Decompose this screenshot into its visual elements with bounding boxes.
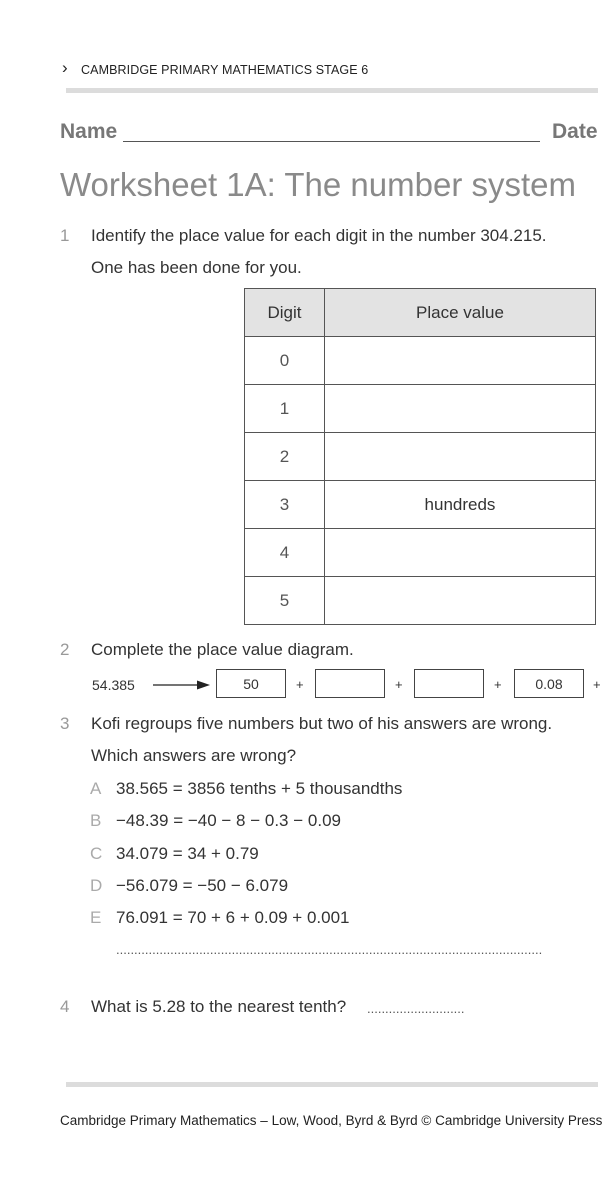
digit-cell: 4 xyxy=(245,529,325,577)
place-value-example-cell: hundreds xyxy=(325,481,596,529)
table-row xyxy=(245,577,596,625)
question-4-text: What is 5.28 to the nearest tenth? xyxy=(91,997,347,1016)
date-label: Date xyxy=(552,120,598,143)
table-row xyxy=(245,385,596,433)
table-header-row xyxy=(245,289,596,337)
question-3-line2: Which answers are wrong? xyxy=(91,746,297,765)
question-4-number: 4 xyxy=(60,997,70,1016)
question-2-number: 2 xyxy=(60,640,70,659)
option-letter: B xyxy=(90,811,102,830)
place-value-answer-cell[interactable] xyxy=(325,529,596,577)
option-text: 38.565 = 3856 tenths + 5 thousandths xyxy=(116,779,403,798)
table-row xyxy=(245,433,596,481)
plus-sign: + xyxy=(494,677,502,692)
place-value-answer-cell[interactable] xyxy=(325,577,596,625)
option-letter: D xyxy=(90,876,103,895)
question-1-number: 1 xyxy=(60,226,70,245)
plus-sign: + xyxy=(395,677,403,692)
diagram-box-tenths-input[interactable] xyxy=(414,669,484,698)
arrow-right-icon xyxy=(153,679,211,691)
option-text: 34.079 = 34 + 0.79 xyxy=(116,844,259,863)
name-field[interactable] xyxy=(123,141,540,142)
option-text: 76.091 = 70 + 6 + 0.09 + 0.001 xyxy=(116,908,350,927)
plus-sign: + xyxy=(593,677,601,692)
digit-cell: 1 xyxy=(245,385,325,433)
worksheet-title: Worksheet 1A: The number system xyxy=(60,166,576,203)
plus-sign: + xyxy=(296,677,304,692)
question-3-answer-line[interactable]: ...................................................................................................................... xyxy=(116,942,543,957)
option-letter: C xyxy=(90,844,103,863)
place-value-answer-cell[interactable] xyxy=(325,433,596,481)
place-value-answer-cell[interactable] xyxy=(325,337,596,385)
place-value-answer-cell[interactable] xyxy=(325,385,596,433)
header-place-value: Place value xyxy=(325,289,596,337)
question-1-line2: One has been done for you. xyxy=(91,258,302,277)
table-row xyxy=(245,529,596,577)
question-4-answer-line[interactable]: ........................... xyxy=(367,1001,465,1016)
digit-cell: 0 xyxy=(245,337,325,385)
diagram-start-number: 54.385 xyxy=(92,677,135,693)
digit-cell: 3 xyxy=(245,481,325,529)
question-1-line1: Identify the place value for each digit in the number 304.215. xyxy=(91,226,547,245)
header-digit: Digit xyxy=(245,289,325,337)
name-label: Name xyxy=(60,120,118,143)
series-title: CAMBRIDGE PRIMARY MATHEMATICS STAGE 6 xyxy=(81,63,369,77)
header-rule xyxy=(66,88,598,93)
question-3-line1: Kofi regroups five numbers but two of his answers are wrong. xyxy=(91,714,553,733)
diagram-box-ones-input[interactable] xyxy=(315,669,385,698)
table-row xyxy=(245,337,596,385)
option-text: −56.079 = −50 − 6.079 xyxy=(116,876,289,895)
option-text: −48.39 = −40 − 8 − 0.3 − 0.09 xyxy=(116,811,341,830)
option-letter: A xyxy=(90,779,102,798)
table-row xyxy=(245,481,596,529)
option-letter: E xyxy=(90,908,102,927)
digit-cell: 5 xyxy=(245,577,325,625)
question-3-number: 3 xyxy=(60,714,70,733)
diagram-box-hundredths: 0.08 xyxy=(514,669,584,698)
place-value-table xyxy=(244,288,596,625)
chevron-right-icon: › xyxy=(62,58,68,77)
digit-cell: 2 xyxy=(245,433,325,481)
question-2-text: Complete the place value diagram. xyxy=(91,640,354,659)
footer-rule xyxy=(66,1082,598,1087)
diagram-box-tens: 50 xyxy=(216,669,286,698)
footer-copyright: Cambridge Primary Mathematics – Low, Wood, Byrd & Byrd © Cambridge University Press xyxy=(60,1113,602,1128)
